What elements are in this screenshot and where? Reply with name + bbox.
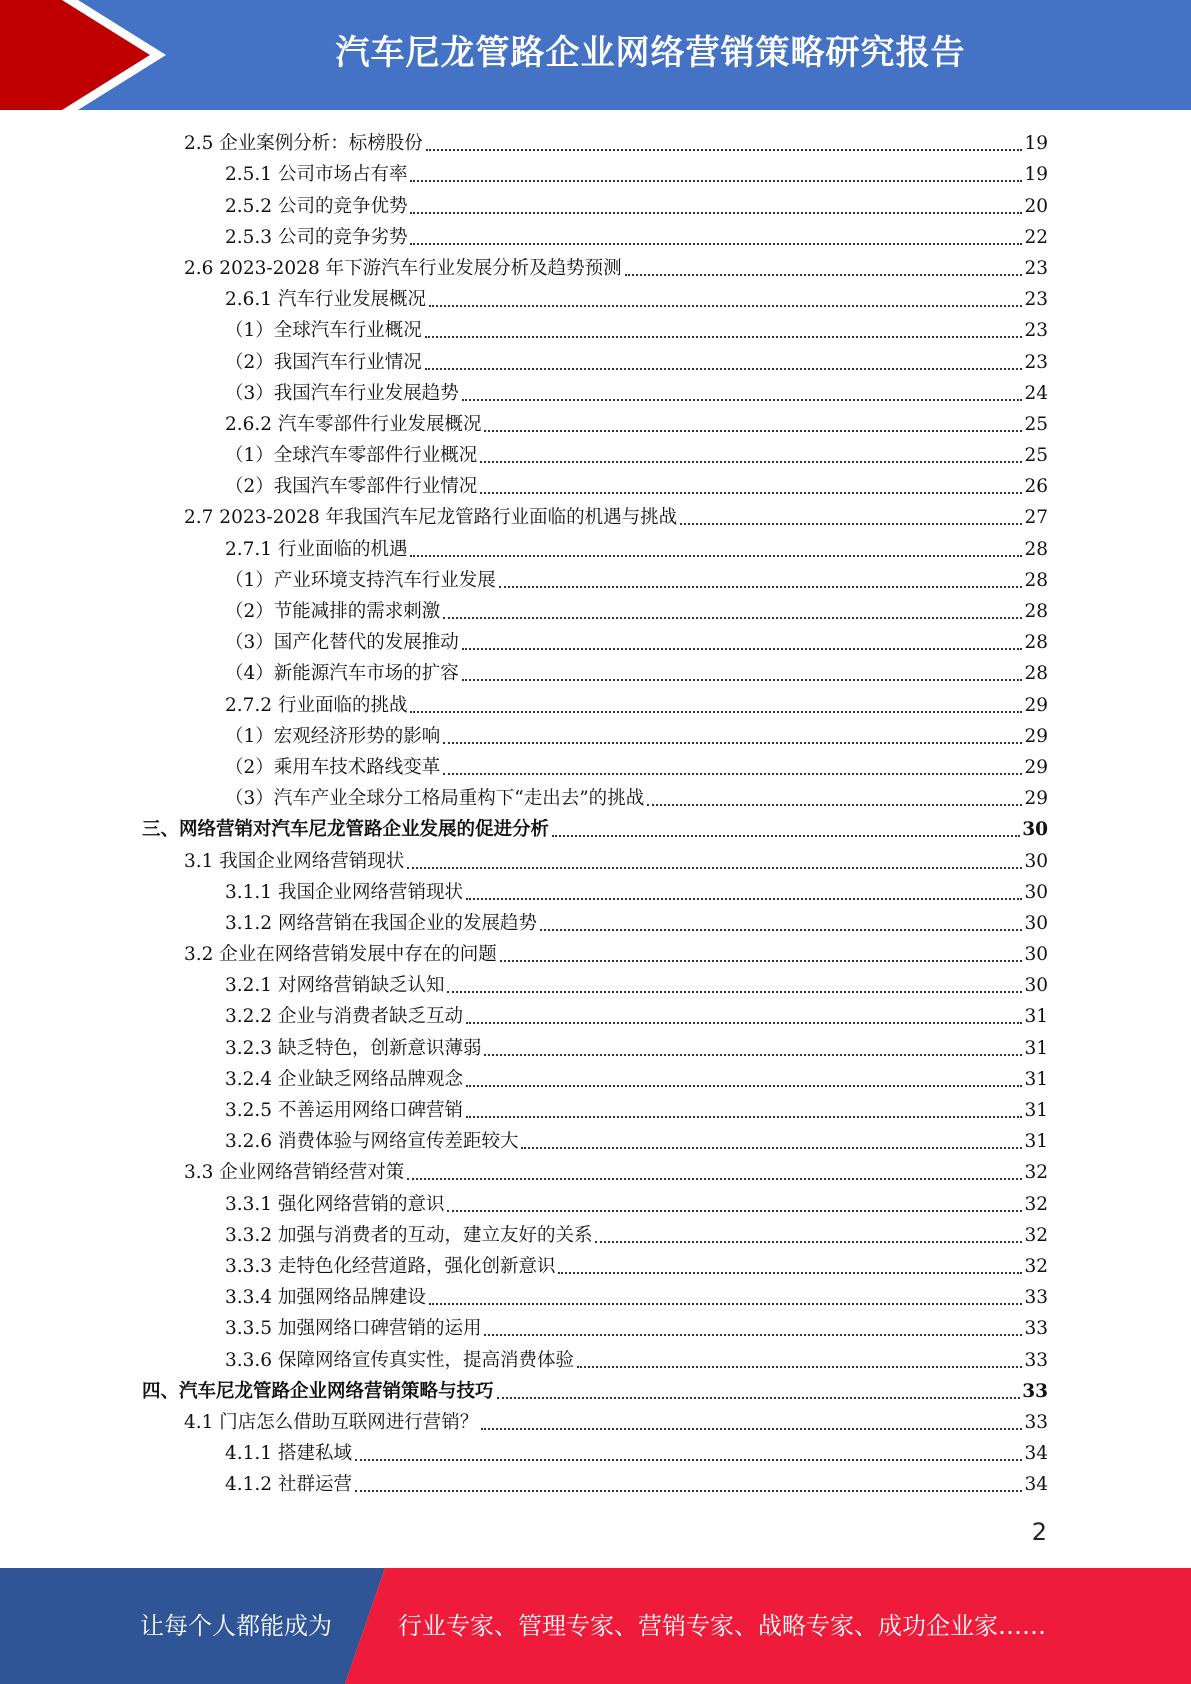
toc-entry[interactable] <box>142 688 1048 719</box>
toc-entry-title: 3.3.2 加强与消费者的互动，建立友好的关系 <box>225 1224 593 1246</box>
toc-entry-title: 3.3 企业网络营销经营对策 <box>184 1162 405 1184</box>
toc-entry-page: 26 <box>1024 476 1048 498</box>
toc-entry-page: 25 <box>1024 445 1048 467</box>
toc-entry-page: 19 <box>1024 133 1048 155</box>
toc-dot-leader <box>443 773 1022 775</box>
toc-dot-leader <box>426 149 1023 151</box>
toc-entry-title: 2.7.1 行业面临的机遇 <box>225 538 408 560</box>
toc-entry-title: 2.6.2 汽车零部件行业发展概况 <box>225 413 482 435</box>
toc-dot-leader <box>410 180 1022 182</box>
toc-entry-title: （1）产业环境支持汽车行业发展 <box>225 569 496 591</box>
toc-entry-title: 3.3.5 加强网络口碑营销的运用 <box>225 1318 482 1340</box>
toc-dot-leader <box>410 243 1022 245</box>
toc-entry[interactable] <box>142 1312 1048 1343</box>
toc-dot-leader <box>484 1054 1022 1056</box>
toc-entry[interactable] <box>142 720 1048 751</box>
toc-entry-page: 33 <box>1024 1349 1048 1371</box>
toc-entry-title: 3.2.2 企业与消费者缺乏互动 <box>225 1006 463 1028</box>
toc-dot-leader <box>447 991 1022 993</box>
toc-entry[interactable] <box>142 1375 1048 1406</box>
toc-entry-title: 2.5.2 公司的竞争优势 <box>225 195 408 217</box>
toc-entry-page: 28 <box>1024 632 1048 654</box>
toc-entry[interactable] <box>142 470 1048 501</box>
toc-entry[interactable] <box>142 314 1048 345</box>
toc-entry[interactable] <box>142 844 1048 875</box>
toc-entry[interactable] <box>142 1125 1048 1156</box>
footer-slogan-list: 行业专家、管理专家、营销专家、战略专家、成功企业家…… <box>398 1612 1046 1640</box>
toc-dot-leader <box>558 1272 1022 1274</box>
toc-entry[interactable] <box>142 657 1048 688</box>
toc-entry-title: 3.2.4 企业缺乏网络品牌观念 <box>225 1068 463 1090</box>
toc-dot-leader <box>429 305 1022 307</box>
toc-entry[interactable] <box>142 876 1048 907</box>
toc-entry-title: 2.5.3 公司的竞争劣势 <box>225 226 408 248</box>
toc-entry-page: 31 <box>1024 1037 1048 1059</box>
toc-entry-page: 29 <box>1024 788 1048 810</box>
page-footer <box>0 1568 1191 1684</box>
toc-entry-page: 30 <box>1024 975 1048 997</box>
toc-entry[interactable] <box>142 1094 1048 1125</box>
toc-entry-page: 22 <box>1024 226 1048 248</box>
toc-entry-page: 32 <box>1024 1193 1048 1215</box>
toc-entry[interactable] <box>142 1250 1048 1281</box>
toc-dot-leader <box>410 555 1022 557</box>
toc-entry-title: 3.3.6 保障网络宣传真实性，提高消费体验 <box>225 1349 574 1371</box>
toc-entry-page: 33 <box>1024 1287 1048 1309</box>
toc-entry-page: 25 <box>1024 413 1048 435</box>
toc-dot-leader <box>540 929 1022 931</box>
toc-entry-page: 27 <box>1024 507 1048 529</box>
toc-entry[interactable] <box>142 938 1048 969</box>
toc-dot-leader <box>443 617 1022 619</box>
toc-dot-leader <box>466 898 1022 900</box>
report-title: 汽车尼龙管路企业网络营销策略研究报告 <box>335 33 966 73</box>
toc-entry-page: 30 <box>1024 944 1048 966</box>
toc-entry[interactable] <box>142 1031 1048 1062</box>
toc-entry-title: （2）我国汽车零部件行业情况 <box>225 476 478 498</box>
toc-entry-page: 29 <box>1024 725 1048 747</box>
toc-entry-page: 29 <box>1024 756 1048 778</box>
toc-entry-title: （2）节能减排的需求刺激 <box>225 601 441 622</box>
toc-dot-leader <box>462 399 1023 401</box>
toc-entry[interactable] <box>142 439 1048 470</box>
toc-entry[interactable] <box>142 907 1048 938</box>
toc-entry-title: 2.7.2 行业面临的挑战 <box>225 694 408 716</box>
toc-dot-leader <box>552 835 1020 837</box>
toc-entry-title: 3.2.5 不善运用网络口碑营销 <box>225 1100 463 1121</box>
toc-entry[interactable] <box>142 1281 1048 1312</box>
toc-entry-title: 2.6.1 汽车行业发展概况 <box>225 289 426 311</box>
toc-dot-leader <box>484 430 1022 432</box>
toc-dot-leader <box>499 586 1023 588</box>
toc-entry-page: 28 <box>1024 663 1048 685</box>
toc-entry[interactable] <box>142 782 1048 813</box>
toc-entry[interactable] <box>142 751 1048 782</box>
toc-entry-page: 29 <box>1024 694 1048 716</box>
toc-entry-title: 3.1.2 网络营销在我国企业的发展趋势 <box>225 912 537 934</box>
toc-entry-page: 23 <box>1024 351 1048 373</box>
toc-entry-page: 30 <box>1024 881 1048 903</box>
toc-dot-leader <box>355 1459 1023 1461</box>
toc-entry-title: （2）乘用车技术路线变革 <box>225 756 441 778</box>
toc-entry-title: （3）国产化替代的发展推动 <box>225 632 459 654</box>
toc-entry[interactable] <box>142 345 1048 376</box>
toc-entry[interactable] <box>142 377 1048 408</box>
toc-entry[interactable] <box>142 1187 1048 1218</box>
toc-entry-page: 28 <box>1024 569 1048 591</box>
toc-dot-leader <box>466 1085 1022 1087</box>
toc-entry-title: 三、网络营销对汽车尼龙管路企业发展的促进分析 <box>142 819 550 841</box>
toc-entry[interactable] <box>142 501 1048 532</box>
toc-entry[interactable] <box>142 1000 1048 1031</box>
toc-entry-page: 32 <box>1024 1224 1048 1246</box>
toc-entry-title: （3）我国汽车行业发展趋势 <box>225 382 459 404</box>
toc-dot-leader <box>680 523 1022 525</box>
toc-entry-page: 28 <box>1024 601 1048 622</box>
toc-entry[interactable] <box>142 969 1048 1000</box>
toc-dot-leader <box>466 1022 1022 1024</box>
toc-entry-title: 3.1 我国企业网络营销现状 <box>184 850 405 872</box>
toc-dot-leader <box>429 1303 1022 1305</box>
toc-entry[interactable] <box>142 564 1048 595</box>
toc-entry-title: （1）全球汽车行业概况 <box>225 320 422 342</box>
toc-entry-page: 34 <box>1024 1474 1048 1496</box>
toc-dot-leader <box>407 867 1022 869</box>
toc-dot-leader <box>480 461 1022 463</box>
toc-dot-leader <box>407 1178 1022 1180</box>
toc-dot-leader <box>462 648 1023 650</box>
toc-entry-page: 30 <box>1024 850 1048 872</box>
toc-dot-leader <box>480 492 1022 494</box>
toc-entry-title: 3.3.1 强化网络营销的意识 <box>225 1193 445 1215</box>
toc-entry-page: 33 <box>1024 1318 1048 1340</box>
toc-entry-title: 3.2 企业在网络营销发展中存在的问题 <box>184 944 497 966</box>
toc-entry-page: 24 <box>1024 382 1048 404</box>
toc-entry-page: 34 <box>1024 1443 1048 1465</box>
toc-dot-leader <box>425 368 1023 370</box>
toc-entry[interactable] <box>142 158 1048 189</box>
toc-entry[interactable] <box>142 813 1048 844</box>
toc-entry[interactable] <box>142 283 1048 314</box>
toc-entry-title: 4.1 门店怎么借助互联网进行营销？ <box>184 1411 479 1433</box>
page-number: 2 <box>1031 1518 1047 1546</box>
toc-entry-title: 4.1.1 搭建私域 <box>225 1443 352 1465</box>
toc-entry-page: 31 <box>1024 1068 1048 1090</box>
table-of-contents <box>142 127 1048 1499</box>
toc-entry-title: （1）全球汽车零部件行业概况 <box>225 445 478 467</box>
toc-entry-page: 23 <box>1024 289 1048 311</box>
toc-entry-title: 3.2.6 消费体验与网络宣传差距较大 <box>225 1131 519 1153</box>
toc-entry-title: （2）我国汽车行业情况 <box>225 351 422 373</box>
toc-entry-title: 四、汽车尼龙管路企业网络营销策略与技巧 <box>142 1380 494 1402</box>
toc-entry[interactable] <box>142 221 1048 252</box>
toc-entry[interactable] <box>142 1406 1048 1437</box>
toc-dot-leader <box>425 336 1023 338</box>
toc-dot-leader <box>647 804 1022 806</box>
toc-entry[interactable] <box>142 1219 1048 1250</box>
toc-entry[interactable] <box>142 252 1048 283</box>
toc-entry[interactable] <box>142 408 1048 439</box>
toc-entry-page: 23 <box>1024 320 1048 342</box>
toc-entry-title: （3）汽车产业全球分工格局重构下“走出去”的挑战 <box>225 788 645 810</box>
toc-dot-leader <box>355 1490 1023 1492</box>
toc-entry-page: 28 <box>1024 538 1048 560</box>
toc-entry-title: （1）宏观经济形势的影响 <box>225 725 441 747</box>
toc-entry[interactable] <box>142 532 1048 563</box>
toc-entry-page: 33 <box>1024 1411 1048 1433</box>
footer-slogan: 让每个人都能成为 <box>140 1612 332 1640</box>
toc-entry[interactable] <box>142 1063 1048 1094</box>
toc-entry-page: 32 <box>1024 1255 1048 1277</box>
toc-dot-leader <box>577 1366 1022 1368</box>
toc-entry-page: 31 <box>1024 1131 1048 1153</box>
toc-entry-page: 20 <box>1024 195 1048 217</box>
toc-dot-leader <box>497 1397 1021 1399</box>
toc-dot-leader <box>410 711 1022 713</box>
toc-entry[interactable] <box>142 1156 1048 1187</box>
toc-dot-leader <box>500 960 1023 962</box>
toc-dot-leader <box>595 1241 1022 1243</box>
toc-dot-leader <box>481 1428 1022 1430</box>
toc-entry-title: 4.1.2 社群运营 <box>225 1474 352 1496</box>
toc-entry-page: 23 <box>1024 257 1048 279</box>
toc-entry-page: 33 <box>1022 1380 1048 1402</box>
toc-entry-page: 31 <box>1024 1100 1048 1121</box>
toc-dot-leader <box>466 1116 1022 1118</box>
page-header <box>0 0 1191 110</box>
toc-entry-title: 2.7 2023-2028 年我国汽车尼龙管路行业面临的机遇与挑战 <box>184 507 678 529</box>
toc-entry[interactable] <box>142 189 1048 220</box>
toc-entry-title: 2.5.1 公司市场占有率 <box>225 164 408 186</box>
toc-entry-title: 3.3.4 加强网络品牌建设 <box>225 1287 426 1309</box>
toc-entry-title: 3.3.3 走特色化经营道路，强化创新意识 <box>225 1255 556 1277</box>
toc-entry-page: 30 <box>1022 819 1048 841</box>
toc-entry-page: 32 <box>1024 1162 1048 1184</box>
toc-entry-title: （4）新能源汽车市场的扩容 <box>225 663 459 685</box>
toc-entry-page: 30 <box>1024 912 1048 934</box>
toc-entry-title: 2.5 企业案例分析：标榜股份 <box>184 133 423 155</box>
toc-entry-title: 3.1.1 我国企业网络营销现状 <box>225 881 463 903</box>
toc-dot-leader <box>521 1147 1022 1149</box>
toc-dot-leader <box>484 1334 1022 1336</box>
toc-entry-page: 31 <box>1024 1006 1048 1028</box>
toc-entry[interactable] <box>142 626 1048 657</box>
toc-entry[interactable] <box>142 127 1048 158</box>
toc-entry[interactable] <box>142 1468 1048 1499</box>
toc-entry[interactable] <box>142 1437 1048 1468</box>
toc-entry-title: 3.2.1 对网络营销缺乏认知 <box>225 975 445 997</box>
toc-dot-leader <box>625 274 1023 276</box>
toc-entry-title: 3.2.3 缺乏特色，创新意识薄弱 <box>225 1037 482 1059</box>
toc-entry[interactable] <box>142 595 1048 626</box>
toc-dot-leader <box>447 1210 1022 1212</box>
toc-dot-leader <box>462 679 1023 681</box>
toc-entry-page: 19 <box>1024 164 1048 186</box>
toc-entry[interactable] <box>142 1343 1048 1374</box>
toc-dot-leader <box>410 212 1022 214</box>
toc-dot-leader <box>443 742 1022 744</box>
toc-entry-title: 2.6 2023-2028 年下游汽车行业发展分析及趋势预测 <box>184 257 622 279</box>
